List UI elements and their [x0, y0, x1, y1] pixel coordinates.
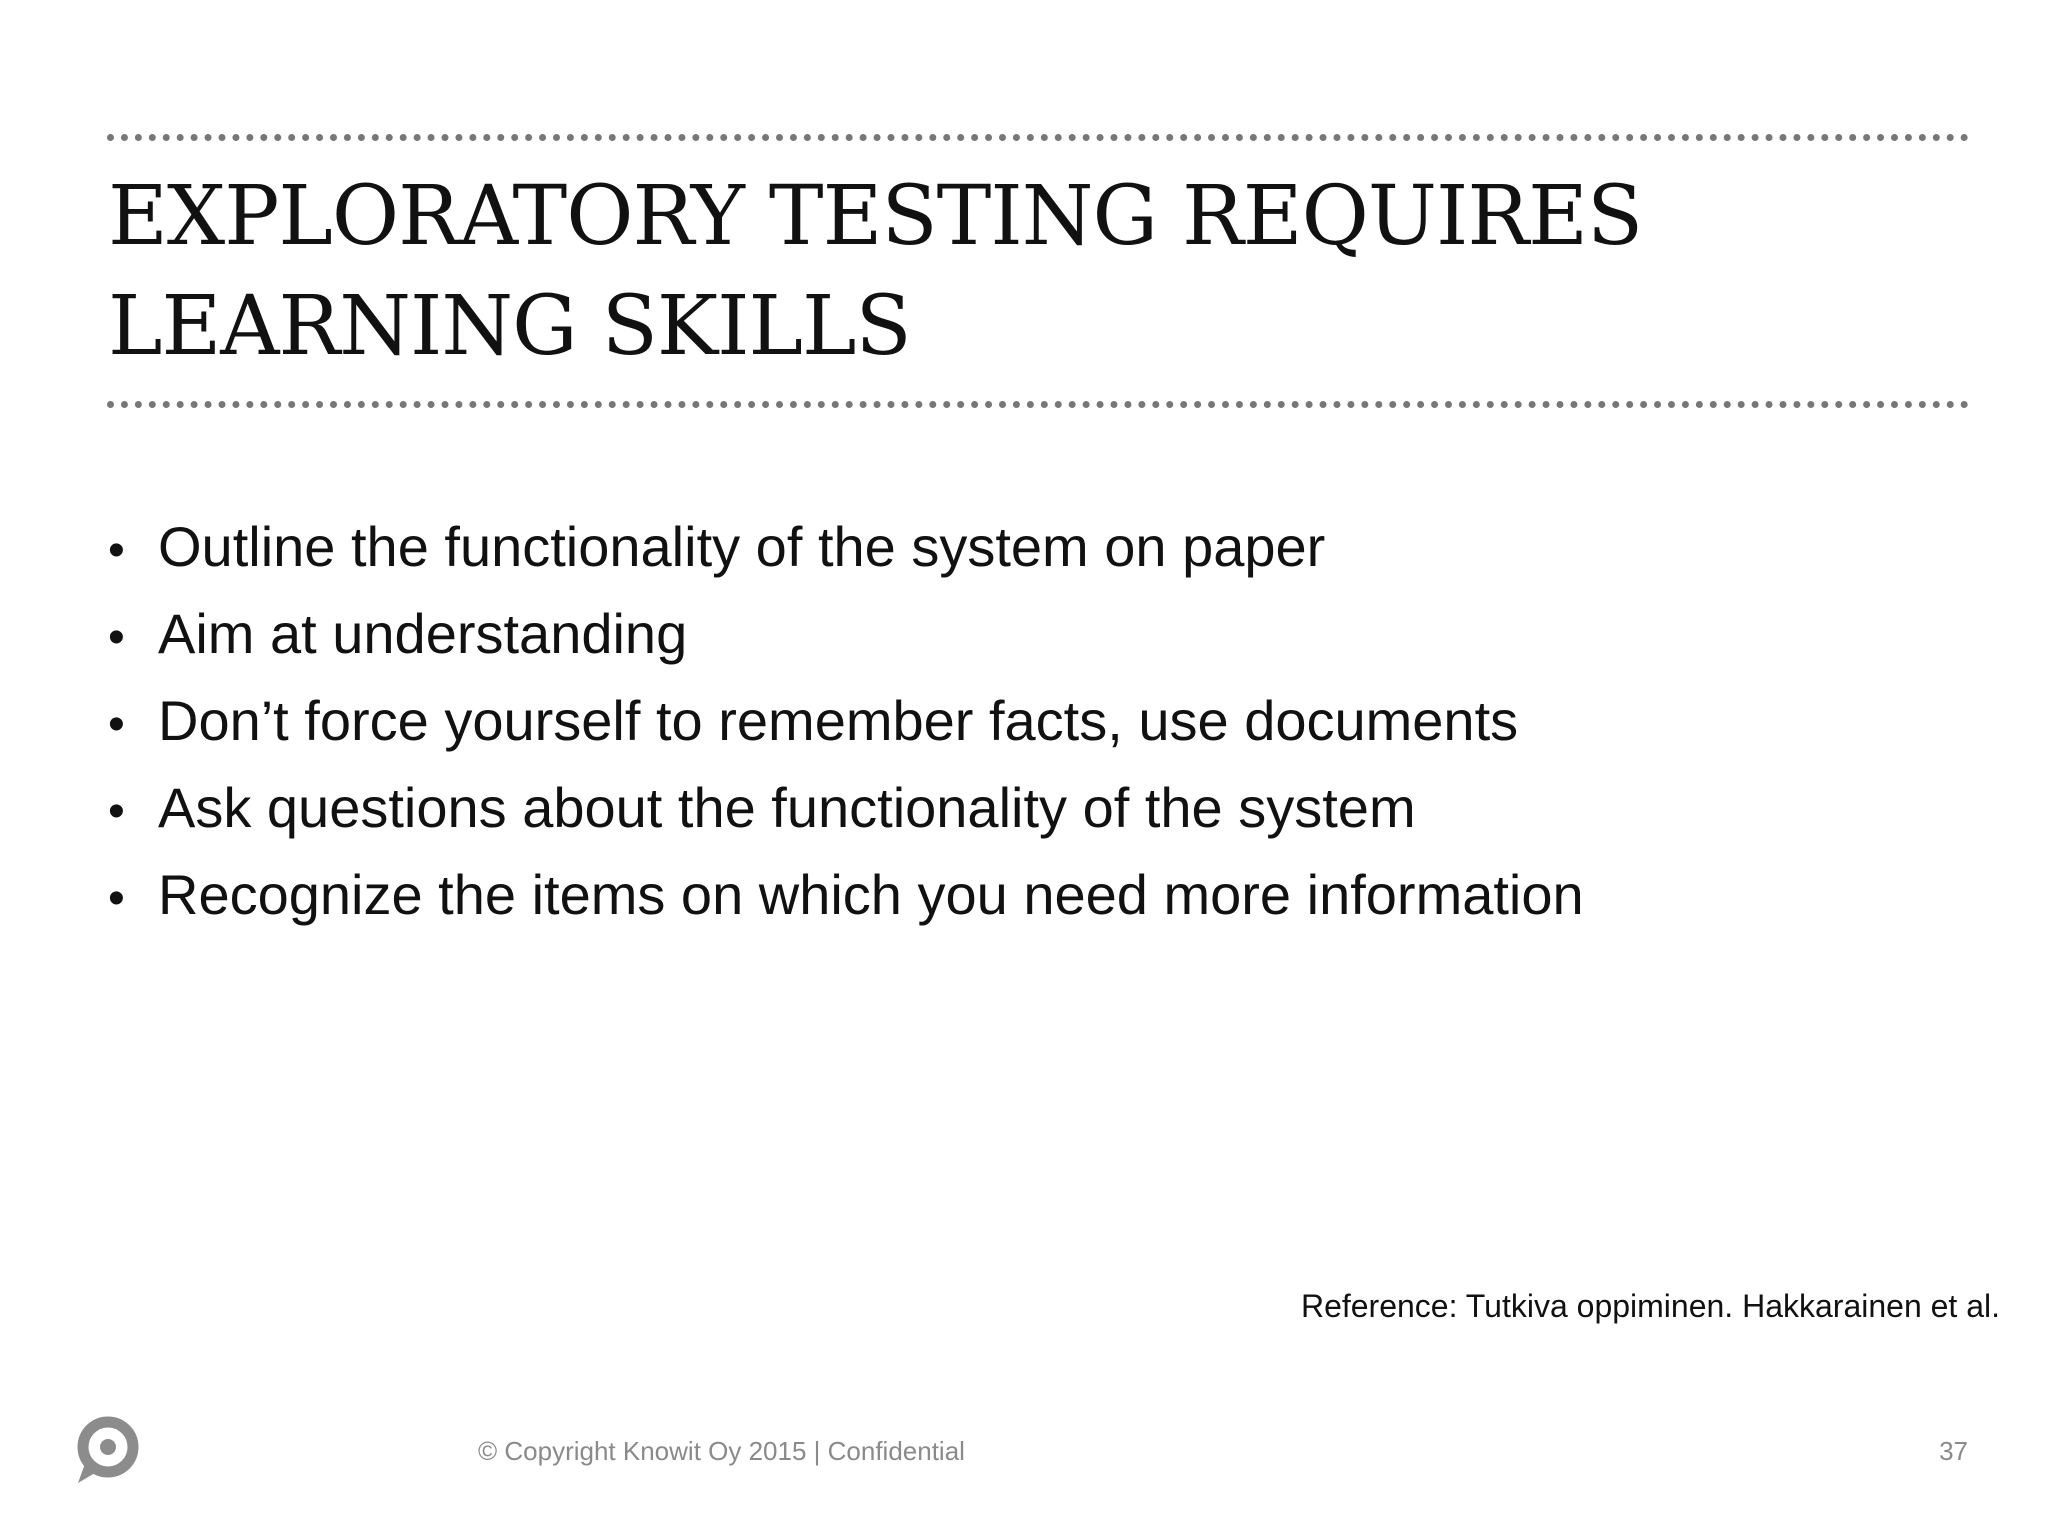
page-number: 37: [1939, 1436, 1968, 1466]
knowit-logo-icon: [70, 1415, 142, 1487]
bullet-list: [108, 505, 1584, 940]
slide-title-line-1: EXPLORATORY TESTING REQUIRES: [108, 169, 1643, 264]
bullet-text: Recognize the items on which you need more information: [158, 863, 1584, 926]
slide-title-line-2: LEARNING SKILLS: [108, 279, 911, 374]
bullet-icon: •: [108, 785, 125, 838]
bullet-text: Don’t force yourself to remember facts, use documents: [158, 689, 1519, 752]
bullet-text: Outline the functionality of the system on paper: [158, 515, 1326, 578]
bullet-icon: •: [108, 872, 125, 925]
bullet-item: [108, 592, 1584, 679]
footer-copyright: © Copyright Knowit Oy 2015 | Confidential: [478, 1436, 965, 1466]
bullet-item: [108, 853, 1584, 940]
bullet-icon: •: [108, 698, 125, 751]
bullet-icon: •: [108, 524, 125, 577]
reference-note: Reference: Tutkiva oppiminen. Hakkarainen et al.: [1300, 1288, 2000, 1324]
bullet-text: Ask questions about the functionality of the system: [158, 776, 1416, 839]
bullet-text: Aim at understanding: [158, 602, 688, 665]
bullet-item: [108, 679, 1584, 766]
bullet-icon: •: [108, 611, 125, 664]
slide-title: [108, 162, 1948, 382]
bullet-item: [108, 505, 1584, 592]
title-bottom-divider: [107, 401, 1969, 408]
bullet-item: [108, 766, 1584, 853]
title-top-divider: [107, 134, 1969, 141]
